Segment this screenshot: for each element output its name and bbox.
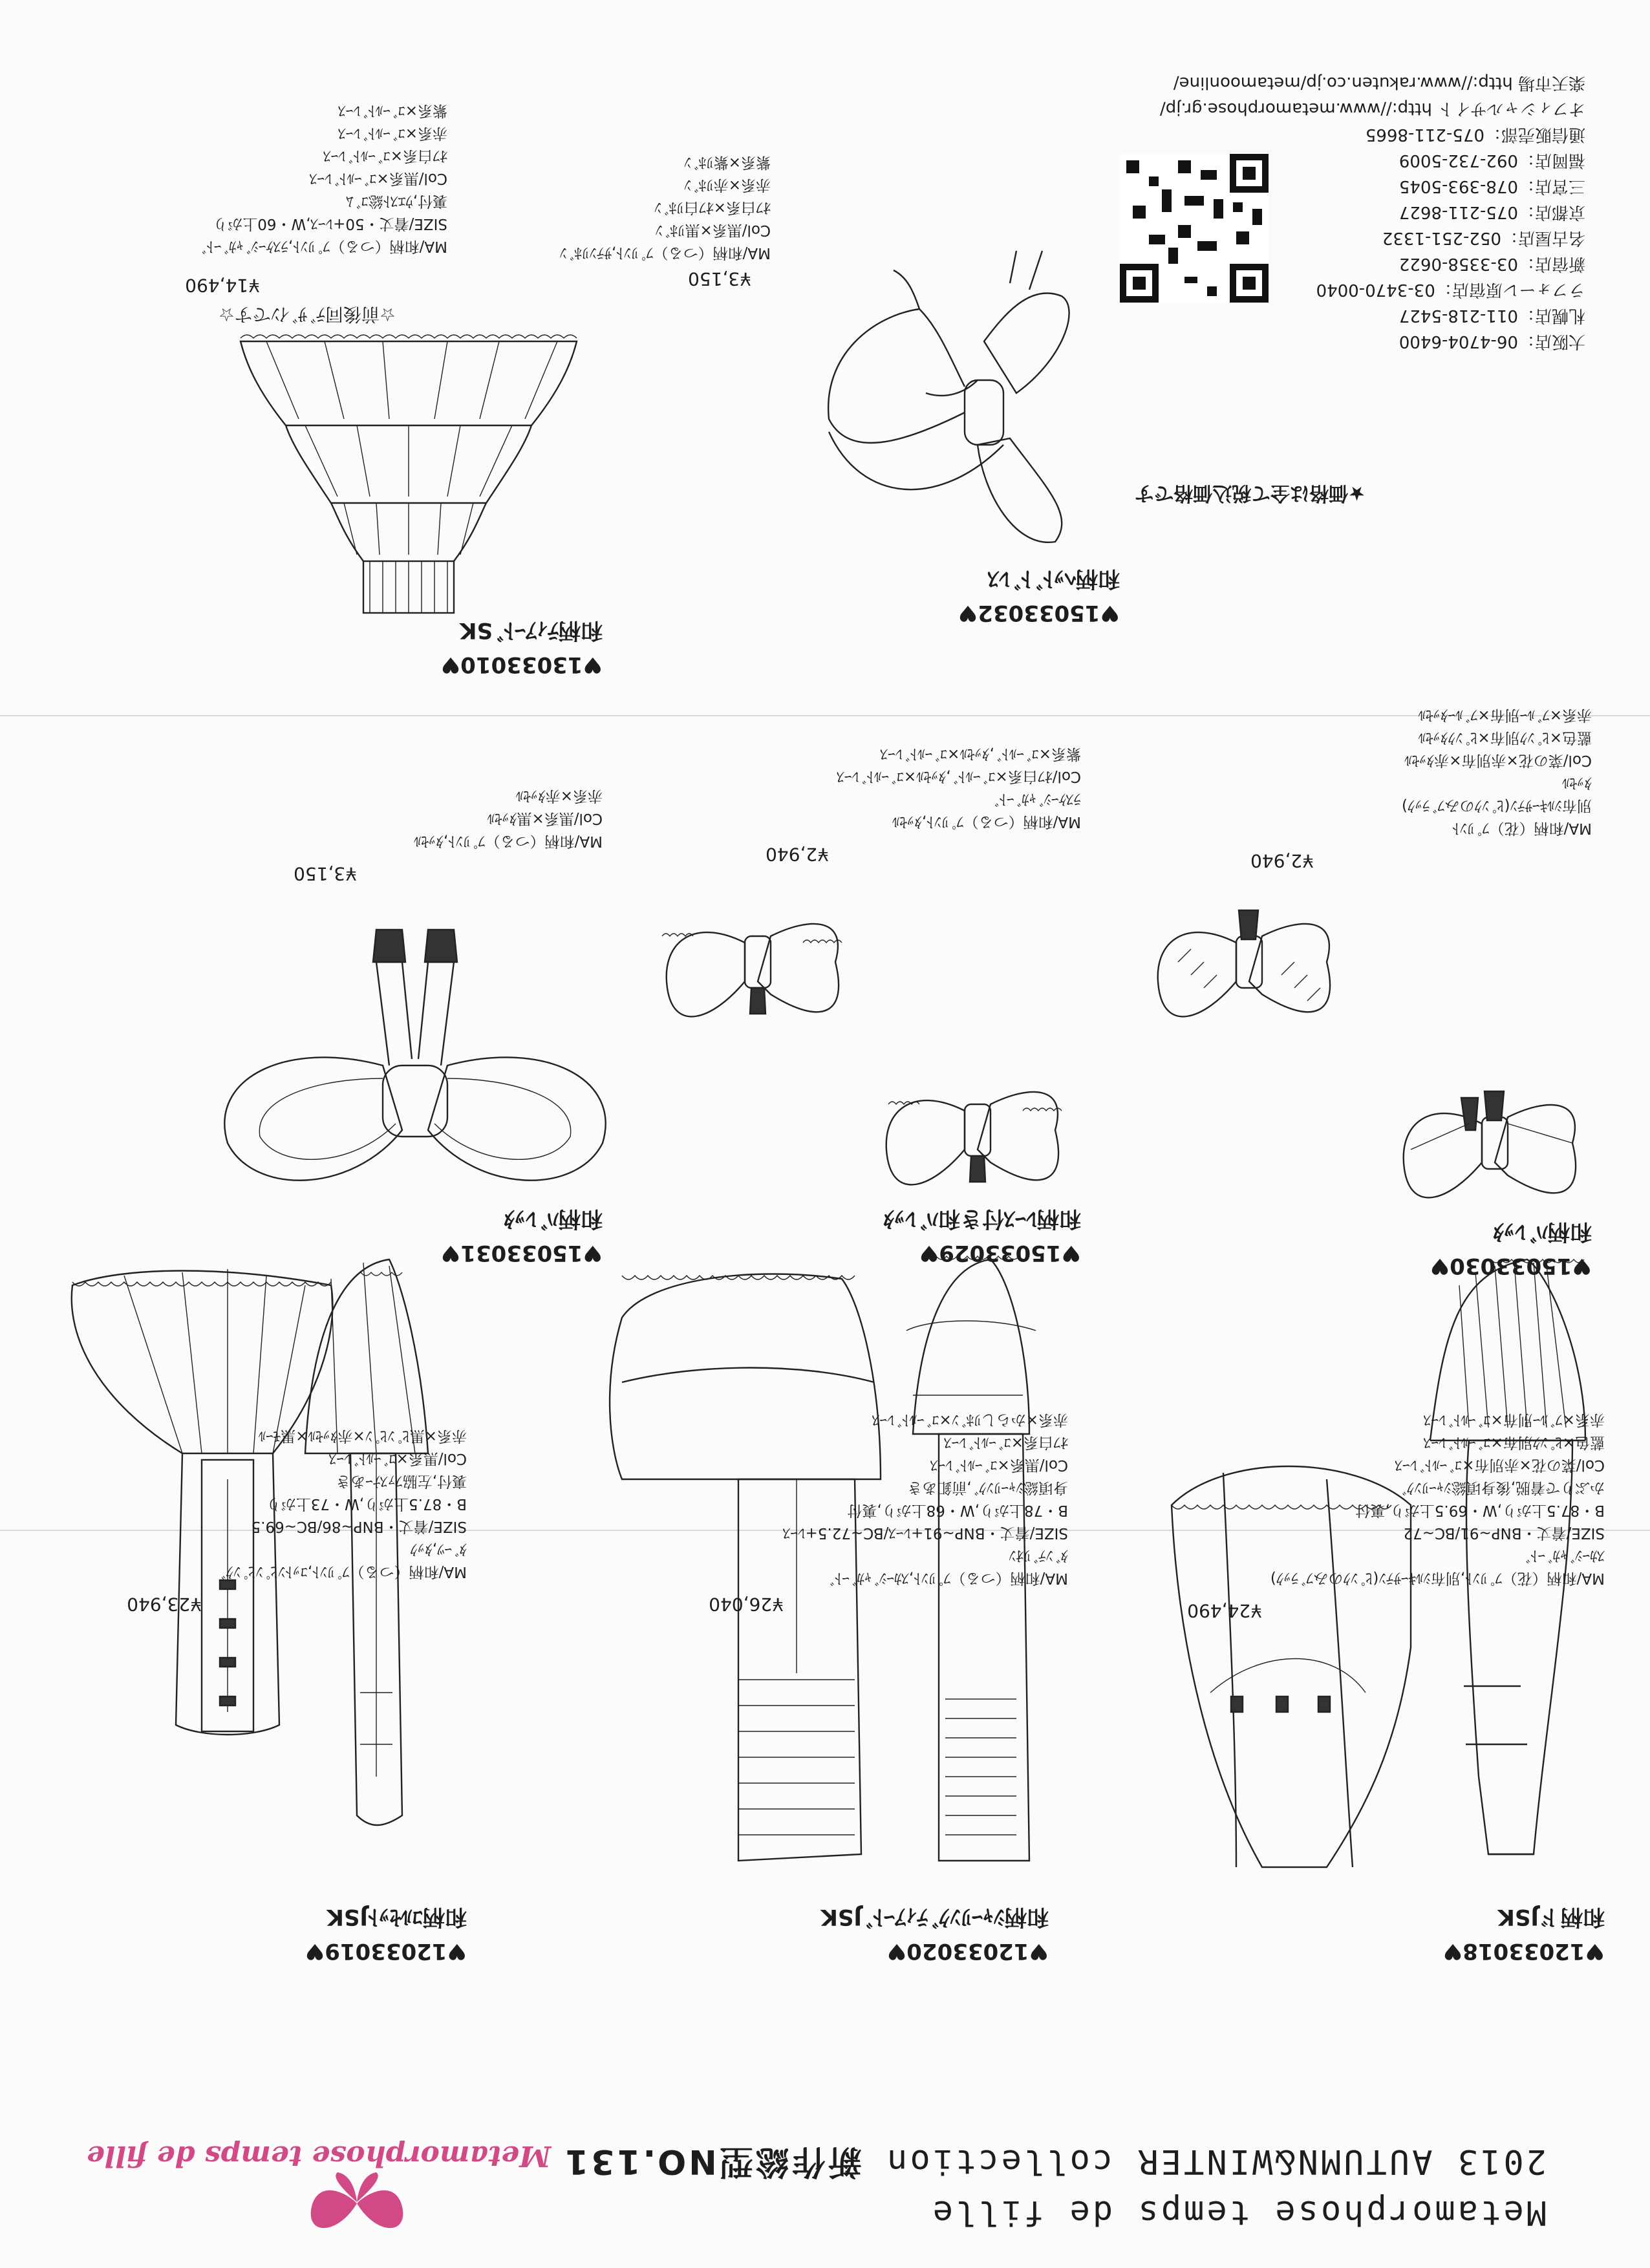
spec-line: ﾗｽｹｰｼﾞｬｶﾞｰﾄﾞ xyxy=(992,791,1081,808)
spec-line: MA/和柄（つる）ﾌﾟﾘﾝﾄ,ｻﾃﾝﾘﾎﾞﾝ xyxy=(559,244,771,261)
spec-line: ﾀﾞﾝﾃﾞﾘｵﾝ xyxy=(1009,1547,1068,1564)
spec-line: MA/和柄（花）ﾌﾟﾘﾝﾄ,別布ｼﾙｷｰｻﾃﾝ(ﾋﾟﾝｸのみﾌﾞﾗｯｸ) xyxy=(1270,1570,1605,1587)
product-specs xyxy=(1402,703,1592,839)
spec-line: Col/黒系×黒ﾘﾎﾞﾝ xyxy=(655,222,771,239)
product-code: ♥12033019♥ xyxy=(305,1938,467,1964)
product-name: 和柄ﾊﾞﾚｯﾀ xyxy=(504,1206,603,1232)
spec-line: ｵﾌ白系×ｺﾞｰﾙﾄﾞﾚｰｽ xyxy=(944,1434,1068,1451)
spec-line: B・87.5上がり,W・69.5上がり,裏付 xyxy=(1355,1502,1605,1519)
product-specs xyxy=(783,1408,1068,1589)
product-price: ¥23,940 xyxy=(127,1594,202,1615)
product-price: ¥14,490 xyxy=(185,275,260,296)
spec-line: 藍色×ﾋﾟﾝｸ別布×ﾋﾟﾝｸﾀｯｾﾙ xyxy=(1418,729,1592,746)
brand-title: Metamorphose temps de fille xyxy=(930,2193,1547,2232)
spec-line: 身頃総ｼｬｰﾘﾝｸﾞ,前釦あき xyxy=(907,1479,1068,1496)
catalog-number: 新作総型NO.131 xyxy=(562,2142,862,2181)
spec-line: SIZE/着丈・BNP~91+ﾚｰｽ/BC~72.5+ﾚｰｽ xyxy=(782,1524,1068,1541)
collection-season: 2013 AUTUMN&WINTER collection xyxy=(861,2142,1547,2181)
spec-line: MA/和柄（つる）ﾌﾟﾘﾝﾄ,ｺｯﾄﾝﾋﾟﾝﾋﾟﾝｸﾞ xyxy=(218,1563,467,1580)
shop-entry: 名古屋店：052-251-1332 xyxy=(1382,228,1585,248)
shop-entry: オフィシャルサイト http://www.metamorphose.gr.jp/ xyxy=(1159,99,1585,118)
spec-line: MA/和柄（花）ﾌﾟﾘﾝﾄ xyxy=(1452,820,1592,837)
qr-code[interactable] xyxy=(1120,154,1269,303)
product-code: ♥12033018♥ xyxy=(1442,1938,1605,1964)
spec-line: 赤系×ﾌﾞﾙｰ別布×ﾌﾞﾙｰﾀｯｾﾙ xyxy=(1418,707,1592,723)
product-specs xyxy=(559,151,771,264)
spec-line: Col/ｵﾌ白系×ｺﾞｰﾙﾄﾞ,ﾀｯｾﾙ×ｺﾞｰﾙﾄﾞﾚｰｽ xyxy=(837,768,1081,785)
product-name: 和柄ドJSK xyxy=(1497,1904,1605,1930)
barrette-pair-illustration xyxy=(1146,859,1598,1221)
product-specs xyxy=(199,99,447,257)
product-price: ¥2,940 xyxy=(1250,850,1314,872)
spec-line: Col/黒系×ｺﾞｰﾙﾄﾞﾚｰｽ xyxy=(309,170,447,187)
product-code: ♥15033030♥ xyxy=(1430,1253,1592,1279)
spec-line: ｽｶｰｼﾞｬｶﾞｰﾄﾞ xyxy=(1523,1547,1605,1564)
product-code: ♥15033029♥ xyxy=(919,1240,1081,1266)
product-code: ♥15033032♥ xyxy=(958,600,1120,626)
large-bow-barrette-illustration xyxy=(189,897,641,1208)
spec-line: Col/黒系×ｺﾞｰﾙﾄﾞﾚｰｽ xyxy=(930,1457,1068,1473)
spec-line: MA/和柄（つる）ﾌﾟﾘﾝﾄ,ﾗｽｹｰｼﾞｬｶﾞｰﾄﾞ xyxy=(198,238,447,255)
product-name: 和柄ｼｬｰﾘﾝｸﾞﾃｨｱｰﾄﾞJSK xyxy=(820,1904,1049,1930)
shop-entry: 福岡店：092-732-5009 xyxy=(1398,151,1585,170)
product-specs xyxy=(219,1424,467,1583)
spec-line: MA/和柄（つる）ﾌﾟﾘﾝﾄ,ﾀｯｾﾙ xyxy=(413,833,603,850)
shop-entry: ラフォーレ原宿店：03-3470-0040 xyxy=(1316,280,1585,299)
spec-line: 紫系×ｺﾞｰﾙﾄﾞ,ﾀｯｾﾙ×ｺﾞｰﾙﾄﾞﾚｰｽ xyxy=(880,745,1081,762)
product-code: ♥15033031♥ xyxy=(440,1240,603,1266)
spec-line: 赤系×からしﾘﾎﾞﾝ×ｺﾞｰﾙﾄﾞﾚｰｽ xyxy=(872,1411,1068,1428)
product-price: ¥26,040 xyxy=(709,1594,784,1615)
shop-entry: 札幌店：011-218-5427 xyxy=(1398,306,1585,325)
spec-line: 紫系×紫ﾘﾎﾞﾝ xyxy=(683,154,771,171)
spec-line: SIZE/着丈・50+ﾚｰｽ,W・60上がり xyxy=(213,215,447,232)
headdress-illustration xyxy=(745,231,1133,587)
product-specs xyxy=(1270,1408,1605,1589)
spec-line: 紫系×ｺﾞｰﾙﾄﾞﾚｰｽ xyxy=(338,102,447,119)
spec-line: 藍色×ﾋﾟﾝｸ別布×ｺﾞｰﾙﾄﾞﾚｰｽ xyxy=(1423,1434,1605,1451)
product-code: ♥12033020♥ xyxy=(886,1938,1049,1964)
spec-line: 裏付,左脇ﾌｧｽﾅｰあき xyxy=(336,1473,467,1490)
collection-title xyxy=(562,2141,1547,2189)
spec-line: かぶりで着脱,後身頃総ｼｬｰﾘﾝｸﾞ xyxy=(1399,1479,1605,1496)
spec-line: 赤系×赤ﾘﾎﾞﾝ xyxy=(683,177,771,193)
product-name: 和柄ｺﾙｾｯﾄJSK xyxy=(327,1904,467,1930)
spec-line: Col/黒系×ｺﾞｰﾙﾄﾞﾚｰｽ xyxy=(328,1450,467,1467)
spec-line: 赤系×黒ﾋﾟﾝﾋﾟﾝ×赤ﾀｯｾﾙ×黒ﾓｰﾙ xyxy=(258,1428,467,1444)
product-price: ¥2,940 xyxy=(766,844,829,865)
spec-line: ｵﾌ白系×ｺﾞｰﾙﾄﾞﾚｰｽ xyxy=(323,147,447,164)
spec-line: ｵﾌ白系×ｵﾌ白ﾘﾎﾞﾝ xyxy=(654,199,771,216)
product-code: ♥13033010♥ xyxy=(440,652,603,678)
product-name: 和柄ﾊﾞﾚｯﾀ xyxy=(1493,1219,1592,1245)
brand-logo xyxy=(86,2132,564,2242)
spec-line: 裏付,ｳｴｽﾄ総ｺﾞﾑ xyxy=(346,193,447,209)
spec-line: Col/黒系×黒ﾀｯｾﾙ xyxy=(487,810,603,827)
spec-line: MA/和柄（つる）ﾌﾟﾘﾝﾄ,ｽｶｰｼﾞｬｶﾞｰﾄﾞ xyxy=(827,1570,1068,1587)
spec-line: 赤系×ﾌﾞﾙｰ別布×ｺﾞｰﾙﾄﾞﾚｰｽ xyxy=(1423,1411,1605,1428)
spec-line: MA/和柄（つる）ﾌﾟﾘﾝﾄ,ﾀｯｾﾙ xyxy=(892,813,1081,830)
design-note: ☆前後同ﾃﾞｻﾞｲﾝです☆ xyxy=(218,304,396,325)
product-specs xyxy=(414,784,603,852)
shop-entry: 楽天市場 http://www.rakuten.co.jp/metamoonline/ xyxy=(1173,73,1585,92)
product-price: ¥3,150 xyxy=(294,863,357,884)
spec-line: SIZE/着丈・BNP~86/BC~69.5 xyxy=(251,1518,467,1535)
spec-line: ﾀｯｾﾙ xyxy=(1562,775,1592,791)
shop-entry: 大阪店：06-4704-6400 xyxy=(1398,332,1585,351)
spec-line: 赤系×ｺﾞｰﾙﾄﾞﾚｰｽ xyxy=(338,125,447,142)
product-name: 和柄ﾍｯﾄﾞﾄﾞﾚｽ xyxy=(988,566,1120,592)
product-name: 和柄ﾚｰｽ付き和ﾊﾞﾚｯﾀ xyxy=(883,1206,1081,1232)
shop-entry: 京都店：075-211-8627 xyxy=(1398,202,1585,222)
spec-line: 赤系×赤ﾀｯｾﾙ xyxy=(515,787,603,804)
product-price: ¥3,150 xyxy=(688,268,751,290)
spec-line: SIZE/着丈・BNP~91/BC~72 xyxy=(1403,1524,1605,1541)
product-specs xyxy=(837,742,1081,833)
spec-line: 別布ｼﾙｷｰｻﾃﾝ(ﾋﾟﾝｸのみﾌﾞﾗｯｸ) xyxy=(1402,797,1592,814)
logo-wordmark: Metamorphose temps de fille xyxy=(86,2139,551,2172)
spec-line: ﾀﾞｰﾂ,ﾀｯｸ xyxy=(410,1541,467,1557)
spec-line: Col/菜の花×赤別布×赤ﾀｯｾﾙ xyxy=(1404,752,1592,769)
product-price: ¥24,490 xyxy=(1187,1600,1262,1621)
shop-entry: 三宮店：078-393-5045 xyxy=(1398,177,1585,196)
shop-entry: 新宿店：03-3358-0622 xyxy=(1398,254,1585,273)
spec-line: B・87.5上がり,W・73上がり xyxy=(266,1495,467,1512)
product-name: 和柄ﾃｨｱｰﾄﾞSK xyxy=(460,617,603,643)
spec-line: Col/菜の花×赤別布×ｺﾞｰﾙﾄﾞﾚｰｽ xyxy=(1395,1457,1605,1473)
tax-notice: ★価格は全て税込価格です xyxy=(1135,482,1366,504)
spec-line: B・78上がり,W・68上がり,裏付 xyxy=(847,1502,1068,1519)
tiered-skirt-illustration xyxy=(195,322,616,613)
lace-barrette-pair-illustration xyxy=(628,859,1081,1208)
shop-entry: 通信販売部：075-211-8665 xyxy=(1365,125,1585,144)
butterfly-logo-icon xyxy=(292,2171,422,2242)
